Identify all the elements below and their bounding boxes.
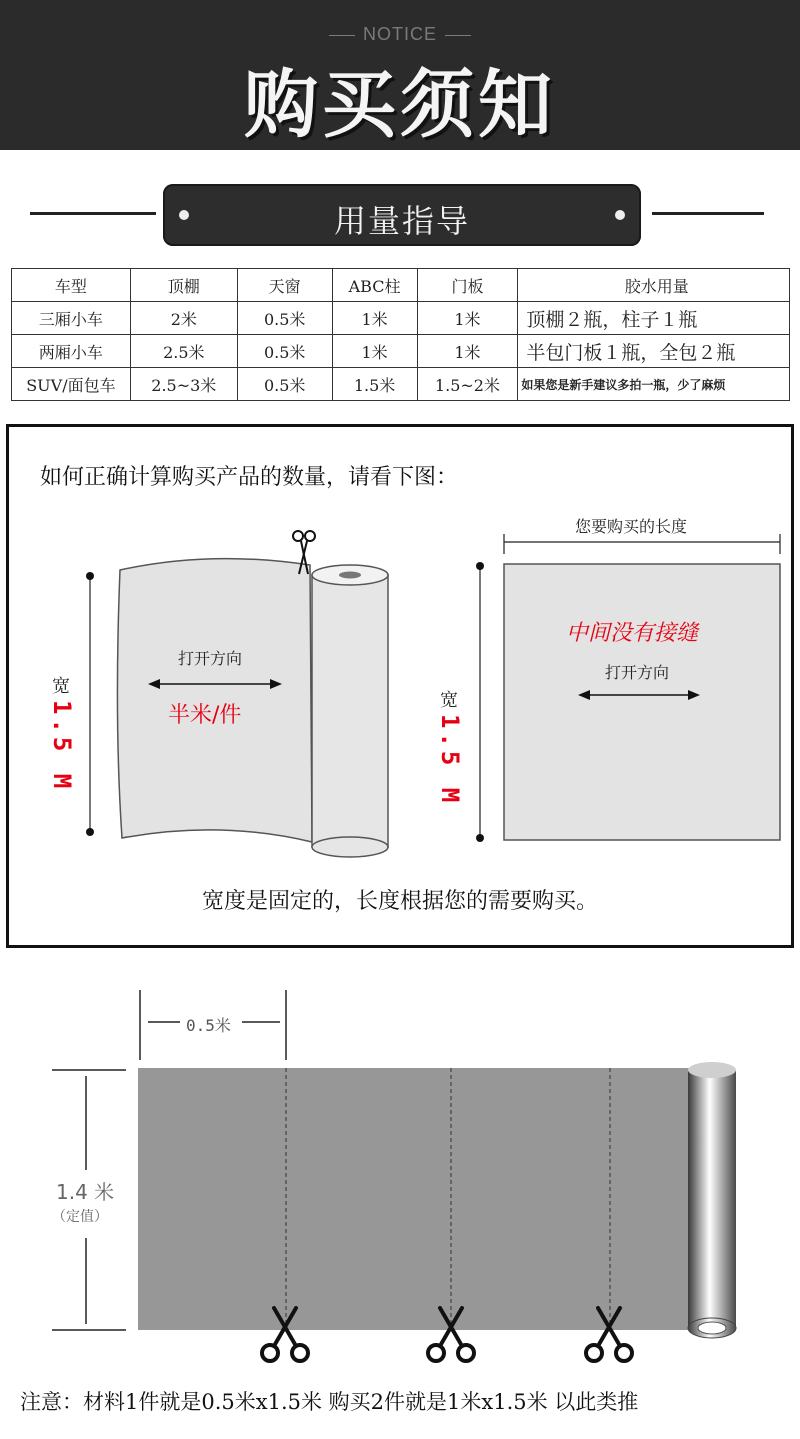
table-row: [12, 335, 790, 368]
roll-cut-diagram: [0, 980, 800, 1380]
table-row: [12, 368, 790, 401]
scissors-icon: [582, 1306, 638, 1364]
explanation-footnote: 宽度是固定的，长度根据您的需要购买。: [201, 889, 598, 914]
footer-note: 注意：材料1件就是0.5米x1.5米 购买2件就是1米x1.5米 以此类推: [20, 1390, 639, 1414]
page-title: 购买须知: [244, 62, 556, 148]
direction-label-right: 打开方向: [605, 663, 670, 682]
direction-label-left: 打开方向: [178, 649, 243, 668]
scissors-icon: [424, 1306, 480, 1364]
table-cell: 顶棚２瓶，柱子１瓶: [518, 302, 790, 335]
width-value-left: 1.5 M: [48, 700, 76, 793]
length-label: 您要购买的长度: [575, 517, 688, 536]
roll-width-note: （定值）: [52, 1209, 108, 1225]
table-cell: 2.5~3米: [130, 368, 237, 401]
table-cell: 1米: [417, 335, 518, 368]
section-divider-right: [652, 212, 764, 215]
usage-table: [11, 268, 790, 401]
table-cell: 半包门板１瓶，全包２瓶: [518, 335, 790, 368]
table-cell: 1米: [332, 335, 417, 368]
section-title: 用量指导: [333, 202, 470, 240]
table-cell: 1米: [332, 302, 417, 335]
segment-label: 0.5米: [186, 1016, 231, 1035]
table-header-cell: 胶水用量: [518, 269, 790, 302]
unit-note: 半米/件: [168, 703, 242, 728]
table-cell: SUV/面包车: [12, 368, 131, 401]
table-header-cell: 门板: [417, 269, 518, 302]
table-cell: 1.5~2米: [417, 368, 518, 401]
width-label-right: 宽: [440, 690, 458, 711]
table-cell: 2米: [130, 302, 237, 335]
table-header-cell: 车型: [12, 269, 131, 302]
table-cell: 1.5米: [332, 368, 417, 401]
table-row: [12, 302, 790, 335]
table-cell: 如果您是新手建议多拍一瓶，少了麻烦: [518, 368, 790, 401]
table-header-cell: 顶棚: [130, 269, 237, 302]
explanation-question: 如何正确计算购买产品的数量，请看下图：: [40, 465, 459, 490]
seam-note: 中间没有接缝: [566, 621, 699, 646]
scissors-icon: [258, 1306, 314, 1364]
roll-diagram-left: [40, 520, 420, 860]
table-header-cell: 天窗: [237, 269, 332, 302]
table-cell: 2.5米: [130, 335, 237, 368]
table-header-row: [12, 269, 790, 302]
table-cell: 0.5米: [237, 335, 332, 368]
table-cell: 0.5米: [237, 302, 332, 335]
table-cell: 0.5米: [237, 368, 332, 401]
width-label-left: 宽: [52, 676, 70, 697]
section-divider-left: [30, 212, 156, 215]
roll-width-label: 1.4 米: [56, 1180, 115, 1204]
width-value-right: 1.5 M: [436, 714, 464, 807]
notice-label: NOTICE: [0, 24, 800, 45]
table-header-cell: ABC柱: [332, 269, 417, 302]
table-cell: 三厢小车: [12, 302, 131, 335]
flat-sheet-diagram: [470, 520, 790, 850]
table-cell: 1米: [417, 302, 518, 335]
table-cell: 两厢小车: [12, 335, 131, 368]
